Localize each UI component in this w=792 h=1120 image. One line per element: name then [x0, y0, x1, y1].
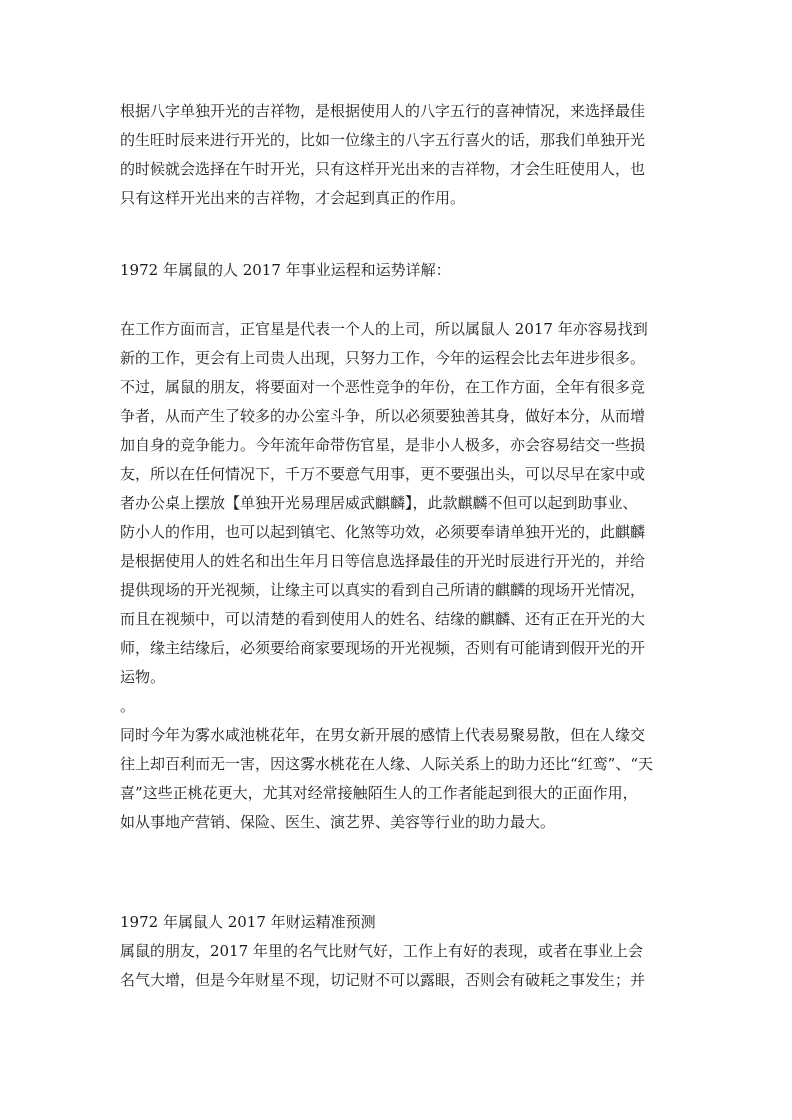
heading-line: 1972 年属鼠的人 2017 年事业运程和运势详解：	[120, 261, 451, 279]
text-line: 不过，属鼠的朋友，将要面对一个恶性竞争的年份，在工作方面，全年有很多竞	[120, 378, 646, 396]
text-line: 是根据使用人的姓名和出生年月日等信息选择最佳的开光时辰进行开光的，并给	[120, 552, 646, 570]
text-line: 同时今年为雾水咸池桃花年，在男女新开展的感情上代表易聚易散，但在人缘交	[120, 726, 646, 744]
text-line: 。	[120, 697, 136, 715]
text-line: 师，缘主结缘后，必须要给商家要现场的开光视频，否则有可能请到假开光的开	[120, 639, 646, 657]
text-line: 友，所以在任何情况下，千万不要意气用事，更不要强出头，可以尽早在家中或	[120, 465, 646, 483]
text-line: 加自身的竞争能力。今年流年命带伤官星，是非小人极多，亦会容易结交一些损	[120, 436, 646, 454]
wealth-section	[120, 908, 680, 995]
text-line: 如从事地产营销、保险、医生、演艺界、美容等行业的助力最大。	[120, 813, 556, 831]
text-line: 防小人的作用，也可以起到镇宅、化煞等功效，必须要奉请单独开光的，此麒麟	[120, 523, 646, 541]
career-heading	[120, 256, 680, 285]
text-line: 名气大增，但是今年财星不现，切记财不可以露眼，否则会有破耗之事发生；并	[120, 971, 646, 989]
text-line: 属鼠的朋友，2017 年里的名气比财气好，工作上有好的表现，或者在事业上会	[120, 942, 643, 960]
career-paragraph	[120, 315, 680, 837]
heading-line: 1972 年属鼠人 2017 年财运精准预测	[120, 913, 376, 931]
text-line: 的生旺时辰来进行开光的，比如一位缘主的八字五行喜火的话，那我们单独开光	[120, 131, 646, 149]
text-line: 的时候就会选择在午时开光，只有这样开光出来的吉祥物，才会生旺使用人，也	[120, 160, 646, 178]
text-line: 新的工作，更会有上司贵人出现，只努力工作，今年的运程会比去年进步很多。	[120, 349, 646, 367]
text-line: 根据八字单独开光的吉祥物，是根据使用人的八字五行的喜神情况，来选择最佳	[120, 102, 646, 120]
text-line: 而且在视频中，可以清楚的看到使用人的姓名、结缘的麒麟、还有正在开光的大	[120, 610, 646, 628]
text-line: 者办公桌上摆放【单独开光易理居威武麒麟】，此款麒麟不但可以起到助事业、	[120, 494, 638, 512]
text-line: 提供现场的开光视频，让缘主可以真实的看到自己所请的麒麟的现场开光情况，	[120, 581, 646, 599]
text-line: 运物。	[120, 668, 166, 686]
text-line: 争者，从而产生了较多的办公室斗争，所以必须要独善其身，做好本分，从而增	[120, 407, 646, 425]
text-line: 喜”这些正桃花更大，尤其对经常接触陌生人的工作者能起到很大的正面作用，	[120, 784, 638, 802]
intro-paragraph	[120, 97, 680, 213]
text-line: 往上却百利而无一害，因这雾水桃花在人缘、人际关系上的助力还比“红鸾”、“天	[120, 755, 654, 773]
text-line: 只有这样开光出来的吉祥物，才会起到真正的作用。	[120, 189, 466, 207]
text-line: 在工作方面而言，正官星是代表一个人的上司，所以属鼠人 2017 年亦容易找到	[120, 320, 648, 338]
